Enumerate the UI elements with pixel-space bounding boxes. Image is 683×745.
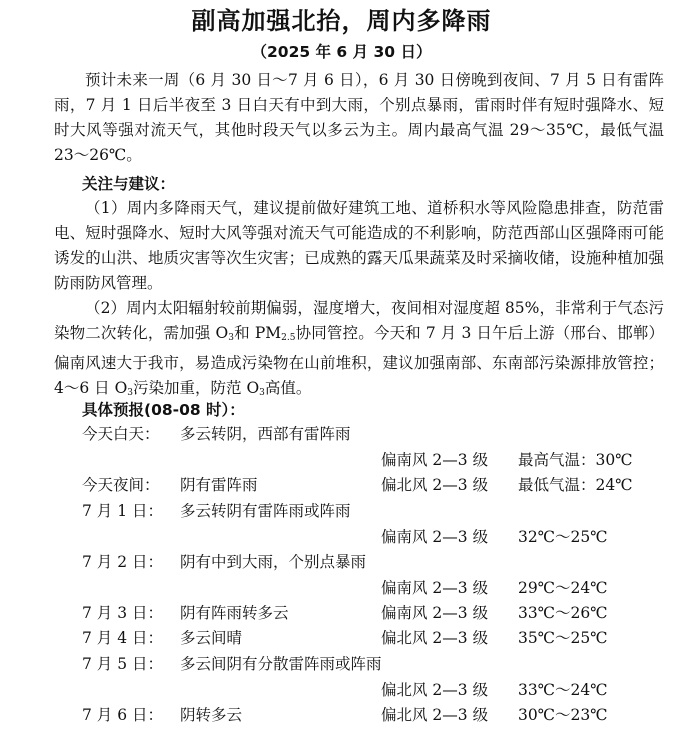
forecast-temp: 33℃～26℃ [518,604,608,622]
forecast-wind: 偏北风 2—3 级 [381,476,489,494]
issue-date: （2025 年 6 月 30 日） [251,43,432,61]
advice-p2-text-c: 协同管控。今天和 7 月 3 日午后上游（邢台、邯郸）偏南风速大于我市，易造成污染物在山前堆积，建议加强南部、东南部污染源排放管控；4～6 日 O [54,324,665,397]
forecast-temp: 32℃～25℃ [518,528,608,546]
advice-p2-text-a: （2）周内太阳辐射较前期偏弱，湿度增大，夜间相对湿度超 85%，非常利于气态污染物二次转化，需加强 O [54,299,664,342]
forecast-day-label: 7 月 1 日： [82,502,164,520]
forecast-temp: 最低气温：24℃ [518,476,633,494]
forecast-wind: 偏南风 2—3 级 [381,579,489,597]
forecast-weather: 多云间晴 [180,629,243,647]
forecast-wind: 偏南风 2—3 级 [381,604,489,622]
forecast-day-label: 7 月 4 日： [82,629,164,647]
forecast-day-label: 今天白天： [82,425,160,443]
forecast-day-label: 7 月 3 日： [82,604,164,622]
advice-p2-text-e: 高值。 [264,379,312,397]
forecast-temp: 35℃～25℃ [518,629,608,647]
forecast-wind: 偏北风 2—3 级 [381,681,489,699]
forecast-weather: 多云间阴有分散雷阵雨或阵雨 [180,655,382,673]
advice-paragraph-2 [54,296,664,406]
forecast-temp: 30℃～23℃ [518,706,608,724]
o3-subscript: 3 [259,388,265,398]
o3-subscript: 3 [127,388,134,398]
page-title: 副高加强北抬，周内多降雨 [191,7,492,35]
advice-heading: 关注与建议： [82,175,176,193]
advice-paragraph-1: （1）周内多降雨天气，建议提前做好建筑工地、道桥积水等风险隐患排查，防范雷电、短时强降水、短时大风等强对流天气可能造成的不利影响，防范西部山区强降雨可能诱发的山洪、地质灾害等次生灾害；已成熟的露天瓜果蔬菜及时采摘收储，设施种植加强防雨防风管理。 [54,199,664,292]
advice-p2-text-b: 和 PM [233,324,282,342]
forecast-wind: 偏南风 2—3 级 [381,451,489,469]
forecast-day-label: 7 月 6 日： [82,706,164,724]
advice-p2-text-d: 污染加重，防范 O [133,379,260,397]
forecast-weather: 阴有中到大雨，个别点暴雨 [180,553,367,571]
forecast-weather: 多云转阴，西部有雷阵雨 [180,425,351,443]
o3-subscript: 3 [228,333,234,343]
forecast-wind: 偏北风 2—3 级 [381,706,489,724]
summary-paragraph: 预计未来一周（6 月 30 日～7 月 6 日），6 月 30 日傍晚到夜间、7 月 5 日有雷阵雨，7 月 1 日后半夜至 3 日白天有中到大雨，个别点暴雨，雷雨时伴有短时强降水、短时大风等强对流天气，其他时段天气以多云为主。周内最高气温 29～35℃，最低气温 23～26℃。 [54,71,664,164]
forecast-temp: 29℃～24℃ [518,579,608,597]
forecast-weather: 阴有阵雨转多云 [180,604,289,622]
pm25-subscript: 2.5 [281,333,296,343]
forecast-wind: 偏北风 2—3 级 [381,629,489,647]
forecast-day-label: 今天夜间： [82,476,160,494]
forecast-temp: 最高气温：30℃ [518,451,633,469]
forecast-heading: 具体预报(08-08 时）： [82,401,245,419]
forecast-day-label: 7 月 5 日： [82,655,164,673]
forecast-weather: 阴转多云 [180,706,243,724]
forecast-weather: 多云转阴有雷阵雨或阵雨 [180,502,351,520]
forecast-wind: 偏南风 2—3 级 [381,528,489,546]
forecast-day-label: 7 月 2 日： [82,553,164,571]
forecast-temp: 33℃～24℃ [518,681,608,699]
forecast-weather: 阴有雷阵雨 [180,476,258,494]
